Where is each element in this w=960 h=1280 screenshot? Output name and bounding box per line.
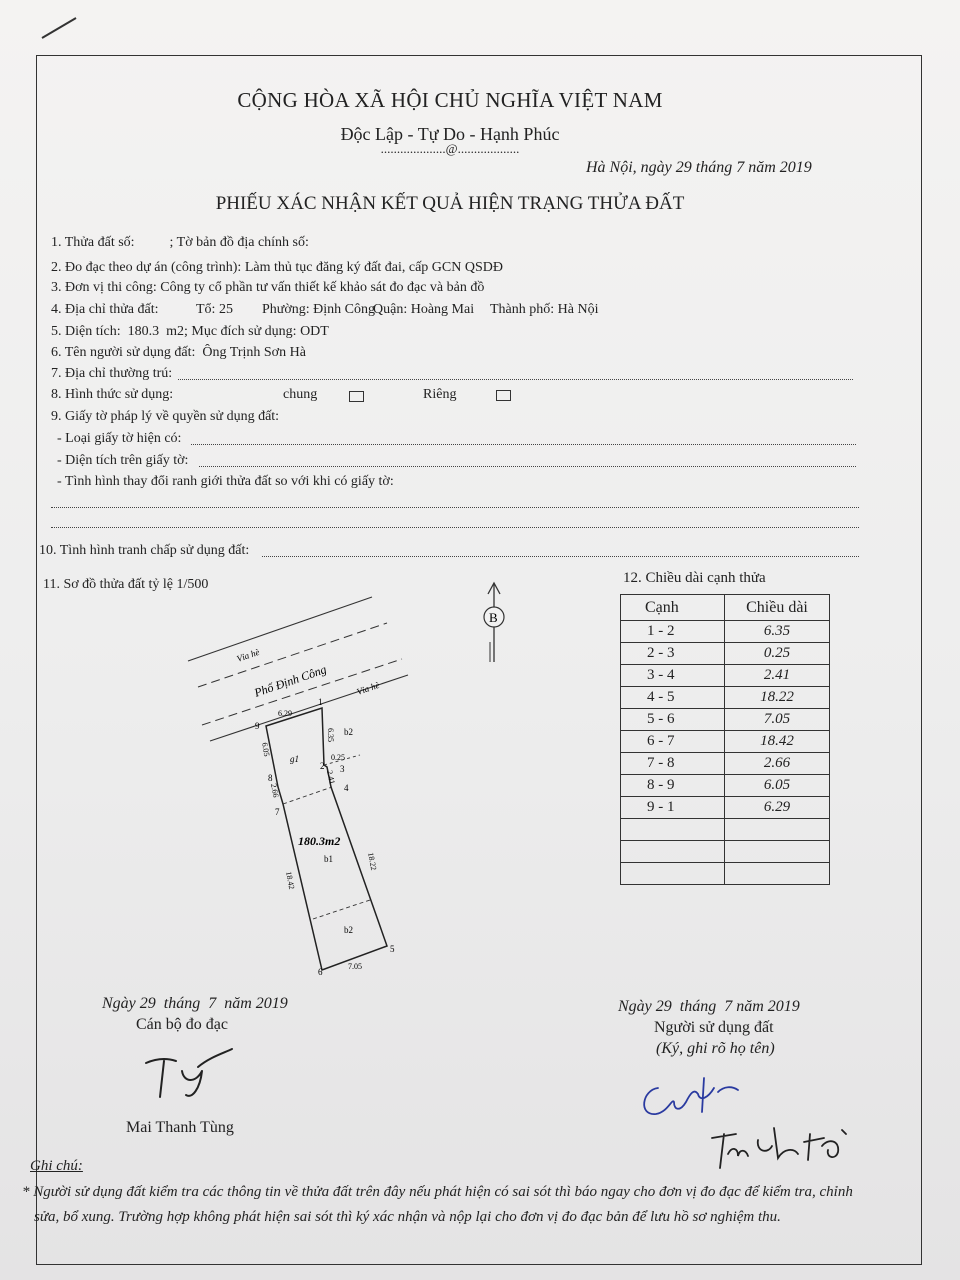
pen-mark: [38, 12, 80, 42]
left-sign-role: Cán bộ đo đạc: [136, 1016, 228, 1033]
field-boundary-change-label: - Tình hình thay đổi ranh giới thửa đất so với khi có giấy tờ:: [57, 474, 394, 489]
length-cell: 2.41: [725, 665, 830, 687]
label-b1: b1: [324, 854, 333, 864]
usage-common-checkbox: [349, 391, 364, 402]
surveyor-signature: [140, 1045, 240, 1105]
owner-signature: [628, 1068, 878, 1178]
table-header-row: [621, 595, 830, 621]
place-date: Hà Nội, ngày 29 tháng 7 năm 2019: [586, 159, 812, 176]
road-edge-top: [188, 597, 372, 661]
notes-line-1: * Người sử dụng đất kiểm tra các thông tin về thửa đất trên đây nếu phát hiện có sai sót thì báo ngay cho đơn vị đo đạc để kiểm tra, chỉnh: [22, 1184, 853, 1200]
table-row: [621, 709, 830, 731]
length-cell: 6.29: [725, 797, 830, 819]
field-address-district: Quận: Hoàng Mai: [373, 302, 475, 317]
field-parcel-number: 1. Thửa đất số: ; Tờ bản đồ địa chính số:: [51, 235, 309, 250]
length-cell: 7.05: [725, 709, 830, 731]
north-label: B: [489, 610, 498, 625]
label-area: 180.3m2: [298, 834, 341, 848]
edge-label-5-6: 7.05: [348, 962, 362, 971]
edge-cell: 2 - 3: [621, 643, 725, 665]
right-sign-date: Ngày 29 tháng 7 năm 2019: [618, 998, 800, 1015]
edge-length-table: [620, 594, 830, 885]
table-row: [621, 687, 830, 709]
field-boundary-line-1: [51, 507, 859, 508]
field-dispute-line: [262, 556, 859, 557]
point-7: 7: [275, 807, 280, 817]
field-legal-docs-label: 9. Giấy tờ pháp lý về quyền sử dụng đất:: [51, 409, 280, 424]
point-3: 3: [340, 764, 345, 774]
edge-cell: 7 - 8: [621, 753, 725, 775]
table-row: [621, 797, 830, 819]
table-row: [621, 621, 830, 643]
table-row: [621, 753, 830, 775]
length-cell: 18.42: [725, 731, 830, 753]
edge-table-title: 12. Chiều dài cạnh thửa: [623, 570, 766, 586]
col-edge-header: Cạnh: [621, 595, 725, 621]
length-cell: 2.66: [725, 753, 830, 775]
edge-cell: 6 - 7: [621, 731, 725, 753]
field-survey-project: 2. Đo đạc theo dự án (công trình): Làm thủ tục đăng ký đất đai, cấp GCN QSDĐ: [51, 260, 503, 275]
field-usage-form-label: 8. Hình thức sử dụng:: [51, 387, 174, 402]
usage-private-checkbox: [496, 390, 511, 401]
table-row-empty: [621, 863, 830, 885]
label-g1: g1: [290, 754, 299, 764]
col-length-header: Chiều dài: [725, 595, 830, 621]
edge-cell: 5 - 6: [621, 709, 725, 731]
label-b2-bottom: b2: [344, 925, 353, 935]
field-dispute-label: 10. Tình hình tranh chấp sử dụng đất:: [39, 543, 250, 558]
usage-private-label: Riêng: [423, 387, 457, 402]
length-cell: 6.05: [725, 775, 830, 797]
point-6: 6: [318, 967, 323, 977]
length-cell: 6.35: [725, 621, 830, 643]
edge-cell: 8 - 9: [621, 775, 725, 797]
inner-line-1: [283, 787, 332, 804]
field-owner-name: 6. Tên người sử dụng đất: Ông Trịnh Sơn Hà: [51, 345, 306, 360]
point-1: 1: [318, 697, 323, 707]
diagram-title: 11. Sơ đồ thửa đất tỷ lệ 1/500: [43, 577, 209, 592]
point-5: 5: [390, 944, 395, 954]
table-row-empty: [621, 841, 830, 863]
length-cell: 18.22: [725, 687, 830, 709]
field-address-ward: Phường: Định Công: [262, 302, 376, 317]
table-row: [621, 731, 830, 753]
field-residence-label: 7. Địa chỉ thường trú:: [51, 366, 173, 381]
point-8: 8: [268, 773, 273, 783]
edge-cell: 1 - 2: [621, 621, 725, 643]
table-row: [621, 665, 830, 687]
field-area-purpose: 5. Diện tích: 180.3 m2; Mục đích sử dụng: ODT: [51, 324, 329, 339]
field-doc-type-line: [191, 444, 856, 445]
field-address-label: 4. Địa chỉ thửa đất:: [51, 302, 159, 317]
left-sign-date: Ngày 29 tháng 7 năm 2019: [102, 995, 288, 1012]
length-cell: 0.25: [725, 643, 830, 665]
table-row-empty: [621, 819, 830, 841]
label-b2-top: b2: [344, 727, 353, 737]
document-title: PHIẾU XÁC NHẬN KẾT QUẢ HIỆN TRẠNG THỬA ĐẤT: [215, 193, 685, 214]
field-address-city: Thành phố: Hà Nội: [490, 302, 599, 317]
motto: Độc Lập - Tự Do - Hạnh Phúc: [340, 124, 560, 144]
edge-label-8-9: 6.05: [260, 741, 272, 758]
surveyor-name: Mai Thanh Tùng: [126, 1119, 234, 1136]
sidewalk-bottom-label: Vỉa hè: [355, 679, 381, 697]
edge-cell: 3 - 4: [621, 665, 725, 687]
road-name: Phố Định Công: [252, 662, 329, 700]
field-address-to: Tổ: 25: [196, 302, 233, 317]
edge-label-3-4: 2.41: [325, 769, 337, 786]
field-boundary-line-2: [51, 527, 859, 528]
table-row: [621, 643, 830, 665]
edge-label-9-1: 6.29: [278, 709, 292, 718]
motto-underline: ....................@...................: [380, 141, 520, 156]
notes-line-2: sửa, bổ xung. Trường hợp không phát hiện sai sót thì ký xác nhận và nộp lại cho đơn vị đo đạc bản để lưu hồ sơ nghiệm thu.: [34, 1209, 781, 1225]
usage-common-label: chung: [283, 387, 318, 402]
right-sign-hint: (Ký, ghi rõ họ tên): [656, 1040, 775, 1057]
field-doc-type-label: - Loại giấy tờ hiện có:: [57, 431, 182, 446]
field-doc-area-label: - Diện tích trên giấy tờ:: [57, 453, 189, 468]
edge-cell: 9 - 1: [621, 797, 725, 819]
point-9: 9: [255, 721, 260, 731]
edge-label-6-7: 18.42: [284, 870, 297, 891]
north-arrow-icon: [478, 580, 512, 668]
edge-label-2-3: 0.25: [331, 753, 345, 762]
edge-label-4-5: 18.22: [366, 851, 379, 872]
field-doc-area-line: [199, 466, 856, 467]
point-2: 2: [320, 761, 325, 771]
inner-line-2: [313, 900, 370, 919]
edge-label-7-8: 2.66: [269, 782, 281, 799]
point-4: 4: [344, 783, 349, 793]
sidewalk-top-label: Vỉa hè: [235, 646, 261, 664]
notes-heading: Ghi chú:: [30, 1158, 83, 1174]
country-name: CỘNG HÒA XÃ HỘI CHỦ NGHĨA VIỆT NAM: [237, 88, 663, 112]
table-row: [621, 775, 830, 797]
field-residence-line: [178, 379, 853, 380]
edge-cell: 4 - 5: [621, 687, 725, 709]
field-contractor: 3. Đơn vị thi công: Công ty cổ phần tư vấn thiết kế khảo sát đo đạc và bản đồ: [51, 280, 485, 295]
right-sign-role: Người sử dụng đất: [654, 1019, 774, 1036]
edge-label-1-2: 6.35: [326, 728, 335, 742]
